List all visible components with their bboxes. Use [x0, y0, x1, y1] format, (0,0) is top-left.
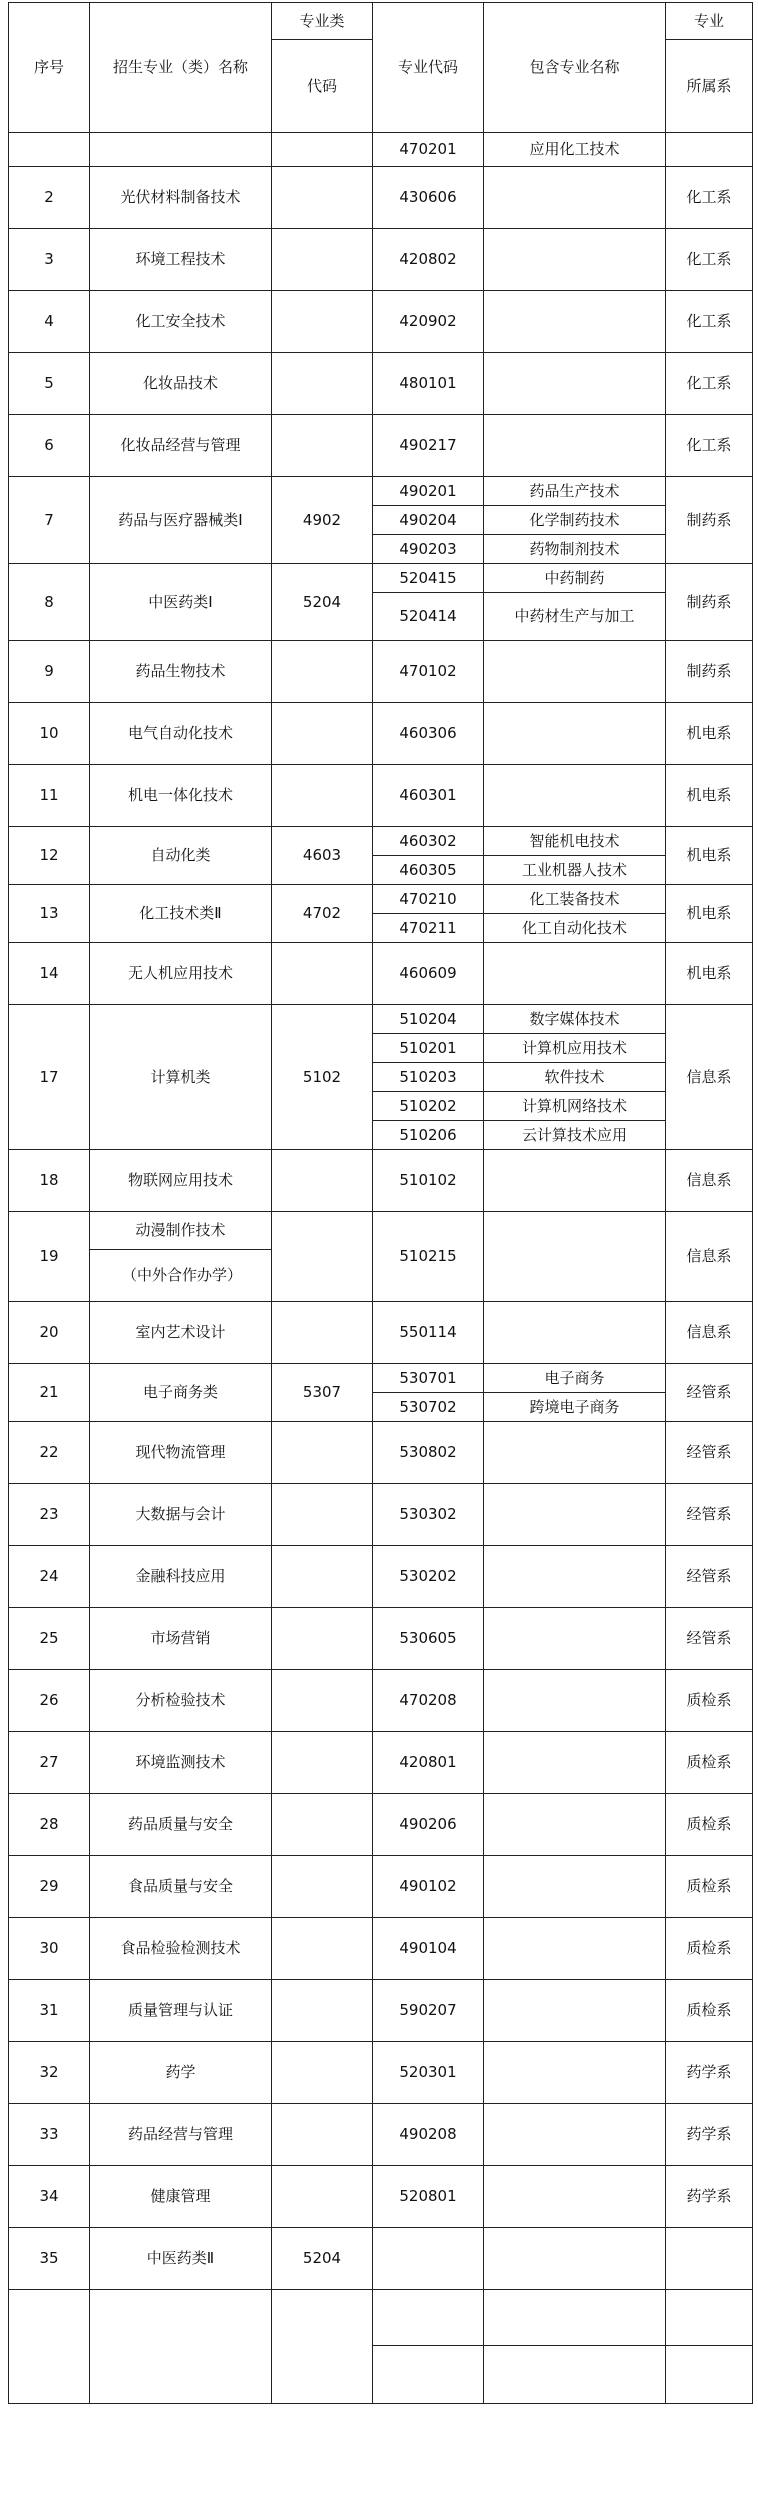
cell-no: 27 [9, 1732, 90, 1794]
cell-sub-major [484, 1732, 666, 1794]
cell-class-code [272, 765, 373, 827]
cell-major-code: 420802 [373, 229, 484, 291]
header-dept-top: 专业 [666, 3, 753, 40]
cell-dept: 机电系 [666, 827, 753, 885]
cell-class-code [272, 641, 373, 703]
cell-sub-major [484, 1670, 666, 1732]
cell-class-code [272, 1732, 373, 1794]
cell-major-name: 电子商务类 [90, 1364, 272, 1422]
cell-major-name-note: （中外合作办学） [90, 1250, 272, 1302]
cell-dept: 质检系 [666, 1732, 753, 1794]
cell-sub-major: 应用化工技术 [484, 133, 666, 167]
table-row [9, 2104, 753, 2166]
table-row [9, 415, 753, 477]
cell-major-code: 430606 [373, 167, 484, 229]
cell-sub-major [484, 1150, 666, 1212]
cell-sub-major [484, 229, 666, 291]
cell-class-code [272, 1484, 373, 1546]
table-row [9, 703, 753, 765]
table-row [9, 1546, 753, 1608]
cell-major-name: 健康管理 [90, 2166, 272, 2228]
cell-no: 7 [9, 477, 90, 564]
cell-dept: 质检系 [666, 1918, 753, 1980]
cell-no: 31 [9, 1980, 90, 2042]
cell-major-name: 化工安全技术 [90, 291, 272, 353]
cell-major-name: 中医药类Ⅱ [90, 2228, 272, 2290]
cell-major-name [90, 2290, 272, 2404]
cell-sub-major: 中药材生产与加工 [484, 593, 666, 641]
cell-major-code: 510204 [373, 1005, 484, 1034]
cell-no: 12 [9, 827, 90, 885]
cell-no: 9 [9, 641, 90, 703]
cell-dept: 信息系 [666, 1150, 753, 1212]
cell-no: 13 [9, 885, 90, 943]
cell-dept [666, 2228, 753, 2290]
header-class-code: 代码 [272, 40, 373, 133]
cell-major-name: 现代物流管理 [90, 1422, 272, 1484]
cell-sub-major [484, 1980, 666, 2042]
cell-sub-major: 计算机网络技术 [484, 1092, 666, 1121]
table-row [9, 1670, 753, 1732]
cell-major-code: 530605 [373, 1608, 484, 1670]
cell-major-code: 470201 [373, 133, 484, 167]
cell-major-code: 520301 [373, 2042, 484, 2104]
cell-major-code: 510206 [373, 1121, 484, 1150]
cell-dept: 药学系 [666, 2042, 753, 2104]
cell-sub-major [484, 1856, 666, 1918]
cell-sub-major: 云计算技术应用 [484, 1121, 666, 1150]
cell-major-code [373, 2346, 484, 2404]
table-row [9, 1364, 753, 1393]
table-row [9, 765, 753, 827]
table-row [9, 1212, 753, 1250]
cell-major-name: 药品与医疗器械类Ⅰ [90, 477, 272, 564]
cell-dept: 制药系 [666, 564, 753, 641]
cell-major-code: 470211 [373, 914, 484, 943]
cell-no: 6 [9, 415, 90, 477]
cell-sub-major: 电子商务 [484, 1364, 666, 1393]
cell-class-code: 4702 [272, 885, 373, 943]
cell-sub-major: 工业机器人技术 [484, 856, 666, 885]
cell-sub-major [484, 1608, 666, 1670]
cell-class-code [272, 133, 373, 167]
cell-major-code: 460609 [373, 943, 484, 1005]
cell-sub-major [484, 1546, 666, 1608]
cell-major-code: 530702 [373, 1393, 484, 1422]
cell-major-name: 机电一体化技术 [90, 765, 272, 827]
header-major-code: 专业代码 [373, 3, 484, 133]
cell-dept: 经管系 [666, 1546, 753, 1608]
cell-class-code [272, 1980, 373, 2042]
table-row [9, 1302, 753, 1364]
cell-no [9, 2290, 90, 2404]
cell-dept: 化工系 [666, 229, 753, 291]
cell-major-name: 药学 [90, 2042, 272, 2104]
cell-dept: 信息系 [666, 1212, 753, 1302]
cell-major-code: 510203 [373, 1063, 484, 1092]
cell-no: 4 [9, 291, 90, 353]
table-row [9, 2290, 753, 2346]
cell-major-code: 490201 [373, 477, 484, 506]
cell-major-code: 490204 [373, 506, 484, 535]
cell-major-name: 物联网应用技术 [90, 1150, 272, 1212]
cell-class-code [272, 2042, 373, 2104]
cell-major-name: 化妆品技术 [90, 353, 272, 415]
cell-dept: 化工系 [666, 415, 753, 477]
cell-no: 3 [9, 229, 90, 291]
cell-major-code: 550114 [373, 1302, 484, 1364]
cell-sub-major [484, 2290, 666, 2346]
cell-major-name: 计算机类 [90, 1005, 272, 1150]
cell-no: 14 [9, 943, 90, 1005]
cell-sub-major [484, 703, 666, 765]
cell-no: 19 [9, 1212, 90, 1302]
cell-no: 24 [9, 1546, 90, 1608]
table-row [9, 353, 753, 415]
cell-major-name: 环境监测技术 [90, 1732, 272, 1794]
cell-no: 2 [9, 167, 90, 229]
cell-no: 25 [9, 1608, 90, 1670]
cell-sub-major: 智能机电技术 [484, 827, 666, 856]
cell-sub-major [484, 291, 666, 353]
header-major-name: 招生专业（类）名称 [90, 3, 272, 133]
table-header [9, 3, 753, 133]
cell-dept [666, 133, 753, 167]
header-dept: 所属系 [666, 40, 753, 133]
majors-table [8, 2, 753, 2404]
cell-class-code [272, 1150, 373, 1212]
cell-class-code [272, 2290, 373, 2404]
table-row [9, 1422, 753, 1484]
cell-major-code: 420801 [373, 1732, 484, 1794]
table-row [9, 477, 753, 506]
cell-dept: 质检系 [666, 1794, 753, 1856]
cell-dept: 机电系 [666, 703, 753, 765]
cell-dept: 信息系 [666, 1005, 753, 1150]
cell-class-code: 5204 [272, 564, 373, 641]
cell-major-name: 无人机应用技术 [90, 943, 272, 1005]
cell-major-code: 420902 [373, 291, 484, 353]
cell-sub-major [484, 1422, 666, 1484]
cell-sub-major: 跨境电子商务 [484, 1393, 666, 1422]
cell-class-code [272, 1670, 373, 1732]
cell-no: 20 [9, 1302, 90, 1364]
cell-dept: 经管系 [666, 1484, 753, 1546]
cell-major-code: 510201 [373, 1034, 484, 1063]
cell-class-code [272, 415, 373, 477]
cell-sub-major: 计算机应用技术 [484, 1034, 666, 1063]
cell-major-name: 环境工程技术 [90, 229, 272, 291]
table-row [9, 2166, 753, 2228]
cell-sub-major: 中药制药 [484, 564, 666, 593]
cell-sub-major: 软件技术 [484, 1063, 666, 1092]
cell-sub-major [484, 2228, 666, 2290]
cell-major-code: 510215 [373, 1212, 484, 1302]
table-row [9, 2042, 753, 2104]
cell-class-code [272, 167, 373, 229]
cell-sub-major [484, 2346, 666, 2404]
cell-dept: 机电系 [666, 943, 753, 1005]
cell-major-code: 470208 [373, 1670, 484, 1732]
cell-major-name: 光伏材料制备技术 [90, 167, 272, 229]
cell-major-code [373, 2290, 484, 2346]
cell-major-code: 470102 [373, 641, 484, 703]
cell-major-name: 药品经营与管理 [90, 2104, 272, 2166]
cell-no: 17 [9, 1005, 90, 1150]
cell-dept: 经管系 [666, 1422, 753, 1484]
table-row [9, 1856, 753, 1918]
cell-class-code [272, 1918, 373, 1980]
cell-major-name: 自动化类 [90, 827, 272, 885]
cell-no: 30 [9, 1918, 90, 1980]
cell-major-name: 食品质量与安全 [90, 1856, 272, 1918]
cell-major-code: 490104 [373, 1918, 484, 1980]
table-row [9, 229, 753, 291]
cell-no: 21 [9, 1364, 90, 1422]
cell-dept: 药学系 [666, 2166, 753, 2228]
cell-no: 28 [9, 1794, 90, 1856]
cell-dept: 质检系 [666, 1980, 753, 2042]
cell-sub-major [484, 1918, 666, 1980]
cell-sub-major [484, 1794, 666, 1856]
cell-sub-major: 化工装备技术 [484, 885, 666, 914]
cell-major-name: 分析检验技术 [90, 1670, 272, 1732]
cell-class-code [272, 1422, 373, 1484]
cell-major-code: 520415 [373, 564, 484, 593]
header-class-top: 专业类 [272, 3, 373, 40]
cell-major-code: 470210 [373, 885, 484, 914]
cell-major-name: 室内艺术设计 [90, 1302, 272, 1364]
cell-major-code: 460305 [373, 856, 484, 885]
cell-sub-major: 药物制剂技术 [484, 535, 666, 564]
cell-major-name: 中医药类Ⅰ [90, 564, 272, 641]
cell-no: 32 [9, 2042, 90, 2104]
table-row [9, 133, 753, 167]
cell-major-name: 质量管理与认证 [90, 1980, 272, 2042]
cell-dept: 经管系 [666, 1608, 753, 1670]
table-row [9, 1484, 753, 1546]
cell-major-code [373, 2228, 484, 2290]
table-row [9, 1794, 753, 1856]
cell-no: 35 [9, 2228, 90, 2290]
cell-major-code: 490208 [373, 2104, 484, 2166]
cell-major-code: 530302 [373, 1484, 484, 1546]
cell-major-name: 动漫制作技术 [90, 1212, 272, 1250]
cell-no [9, 133, 90, 167]
cell-major-name: 药品质量与安全 [90, 1794, 272, 1856]
table-row [9, 2228, 753, 2290]
cell-dept: 制药系 [666, 641, 753, 703]
table-row [9, 943, 753, 1005]
cell-class-code [272, 1302, 373, 1364]
cell-class-code [272, 703, 373, 765]
table-row [9, 167, 753, 229]
cell-sub-major [484, 1484, 666, 1546]
cell-dept: 机电系 [666, 885, 753, 943]
cell-class-code [272, 1856, 373, 1918]
cell-dept: 化工系 [666, 291, 753, 353]
cell-sub-major: 药品生产技术 [484, 477, 666, 506]
cell-sub-major [484, 1212, 666, 1302]
table-row [9, 1150, 753, 1212]
cell-dept: 化工系 [666, 167, 753, 229]
cell-major-name: 金融科技应用 [90, 1546, 272, 1608]
cell-class-code [272, 1794, 373, 1856]
table-row [9, 564, 753, 593]
cell-dept: 化工系 [666, 353, 753, 415]
cell-major-code: 490206 [373, 1794, 484, 1856]
cell-dept: 药学系 [666, 2104, 753, 2166]
cell-no: 26 [9, 1670, 90, 1732]
cell-sub-major [484, 2042, 666, 2104]
cell-major-code: 510202 [373, 1092, 484, 1121]
table-row [9, 1005, 753, 1034]
cell-sub-major [484, 415, 666, 477]
cell-no: 11 [9, 765, 90, 827]
cell-dept [666, 2346, 753, 2404]
cell-no: 18 [9, 1150, 90, 1212]
cell-no: 29 [9, 1856, 90, 1918]
cell-major-code: 520414 [373, 593, 484, 641]
cell-major-code: 530802 [373, 1422, 484, 1484]
cell-no: 10 [9, 703, 90, 765]
cell-dept: 经管系 [666, 1364, 753, 1422]
cell-major-code: 460306 [373, 703, 484, 765]
cell-dept: 信息系 [666, 1302, 753, 1364]
cell-class-code [272, 943, 373, 1005]
cell-major-code: 490203 [373, 535, 484, 564]
cell-dept: 机电系 [666, 765, 753, 827]
cell-class-code [272, 2166, 373, 2228]
cell-sub-major [484, 943, 666, 1005]
cell-class-code [272, 1212, 373, 1302]
cell-major-code: 530701 [373, 1364, 484, 1393]
cell-major-code: 510102 [373, 1150, 484, 1212]
table-row [9, 827, 753, 856]
cell-major-name: 电气自动化技术 [90, 703, 272, 765]
cell-class-code: 5307 [272, 1364, 373, 1422]
cell-dept: 质检系 [666, 1856, 753, 1918]
table-row [9, 1732, 753, 1794]
cell-no: 8 [9, 564, 90, 641]
table-row [9, 1980, 753, 2042]
cell-major-name: 市场营销 [90, 1608, 272, 1670]
cell-major-name: 化工技术类Ⅱ [90, 885, 272, 943]
cell-dept [666, 2290, 753, 2346]
cell-class-code [272, 1608, 373, 1670]
cell-class-code [272, 291, 373, 353]
header-sub-majors: 包含专业名称 [484, 3, 666, 133]
cell-dept: 制药系 [666, 477, 753, 564]
table-row [9, 1608, 753, 1670]
cell-dept: 质检系 [666, 1670, 753, 1732]
cell-major-code: 460301 [373, 765, 484, 827]
cell-sub-major: 化学制药技术 [484, 506, 666, 535]
cell-major-name: 化妆品经营与管理 [90, 415, 272, 477]
table-row [9, 291, 753, 353]
cell-class-code [272, 1546, 373, 1608]
cell-major-code: 590207 [373, 1980, 484, 2042]
cell-class-code: 5102 [272, 1005, 373, 1150]
table-row [9, 1918, 753, 1980]
cell-class-code: 4902 [272, 477, 373, 564]
cell-major-code: 480101 [373, 353, 484, 415]
cell-class-code [272, 353, 373, 415]
cell-major-code: 530202 [373, 1546, 484, 1608]
cell-major-code: 490102 [373, 1856, 484, 1918]
cell-no: 5 [9, 353, 90, 415]
header-no: 序号 [9, 3, 90, 133]
cell-no: 22 [9, 1422, 90, 1484]
cell-sub-major [484, 167, 666, 229]
cell-class-code [272, 229, 373, 291]
cell-sub-major [484, 641, 666, 703]
cell-sub-major [484, 353, 666, 415]
cell-sub-major: 化工自动化技术 [484, 914, 666, 943]
table-row [9, 885, 753, 914]
table-row [9, 641, 753, 703]
cell-major-name: 药品生物技术 [90, 641, 272, 703]
cell-class-code: 4603 [272, 827, 373, 885]
cell-major-name: 大数据与会计 [90, 1484, 272, 1546]
cell-sub-major [484, 2166, 666, 2228]
cell-class-code: 5204 [272, 2228, 373, 2290]
cell-major-code: 460302 [373, 827, 484, 856]
cell-class-code [272, 2104, 373, 2166]
cell-no: 23 [9, 1484, 90, 1546]
cell-sub-major [484, 1302, 666, 1364]
cell-major-name: 食品检验检测技术 [90, 1918, 272, 1980]
cell-no: 34 [9, 2166, 90, 2228]
cell-major-code: 490217 [373, 415, 484, 477]
cell-sub-major [484, 2104, 666, 2166]
cell-major-code: 520801 [373, 2166, 484, 2228]
cell-major-name [90, 133, 272, 167]
cell-no: 33 [9, 2104, 90, 2166]
cell-sub-major [484, 765, 666, 827]
cell-sub-major: 数字媒体技术 [484, 1005, 666, 1034]
